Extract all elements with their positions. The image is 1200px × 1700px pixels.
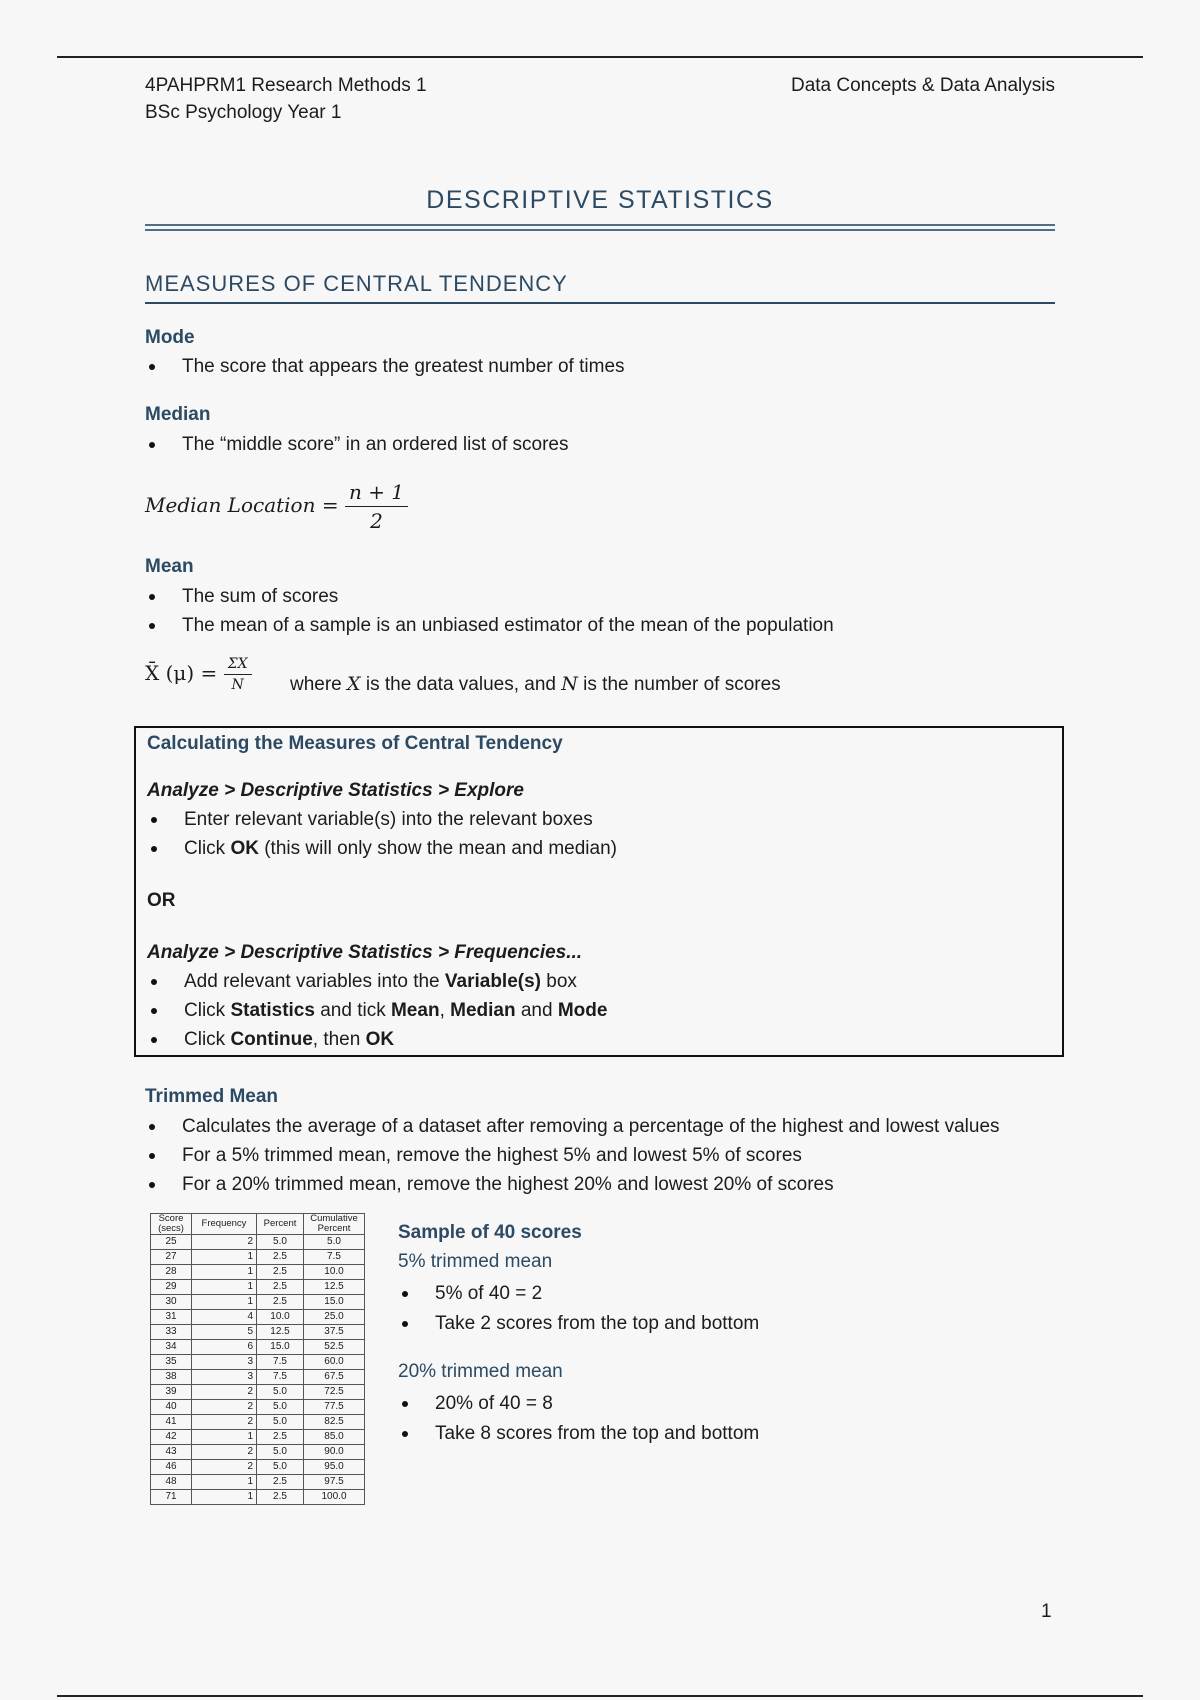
table-row xyxy=(151,1355,365,1370)
table-row xyxy=(151,1325,365,1340)
table-row xyxy=(151,1265,365,1280)
table-cell: 2.5 xyxy=(257,1265,304,1280)
table-cell: 2 xyxy=(192,1415,257,1430)
table-cell: 1 xyxy=(192,1250,257,1265)
table-cell: 3 xyxy=(192,1370,257,1385)
table-cell: 37.5 xyxy=(304,1325,365,1340)
table-row xyxy=(151,1370,365,1385)
var-x: X xyxy=(347,673,361,695)
list-item: 5% of 40 = 2 xyxy=(398,1279,759,1309)
calc-heading: Calculating the Measures of Central Tendency xyxy=(147,733,563,754)
list-item: For a 5% trimmed mean, remove the highest 5% and lowest 5% of scores xyxy=(145,1141,1065,1170)
mean-heading: Mean xyxy=(145,556,194,577)
list-item xyxy=(147,834,617,863)
table-cell: 2.5 xyxy=(257,1295,304,1310)
table-cell: 95.0 xyxy=(304,1460,365,1475)
fraction-numerator: ΣX xyxy=(224,656,252,675)
table-cell: 40 xyxy=(151,1400,192,1415)
step-text: (this will only show the mean and median) xyxy=(264,838,617,859)
ok-label: OK xyxy=(230,838,259,859)
table-cell: 52.5 xyxy=(304,1340,365,1355)
variables-label: Variable(s) xyxy=(444,971,541,992)
list-item xyxy=(147,1025,607,1054)
table-cell: 29 xyxy=(151,1280,192,1295)
table-cell: 12.5 xyxy=(257,1325,304,1340)
table-cell: 15.0 xyxy=(304,1295,365,1310)
page-number: 1 xyxy=(1041,1601,1052,1622)
twenty-percent-heading: 20% trimmed mean xyxy=(398,1361,563,1382)
table-cell: 85.0 xyxy=(304,1430,365,1445)
median-label: Median xyxy=(450,1000,516,1021)
five-percent-heading: 5% trimmed mean xyxy=(398,1251,553,1272)
trimmed-mean-list xyxy=(145,1112,1065,1199)
median-heading: Median xyxy=(145,404,211,425)
table-cell: 60.0 xyxy=(304,1355,365,1370)
list-item: 20% of 40 = 8 xyxy=(398,1389,759,1419)
table-cell: 5.0 xyxy=(304,1235,365,1250)
table-row xyxy=(151,1340,365,1355)
table-cell: 2.5 xyxy=(257,1430,304,1445)
table-row xyxy=(151,1280,365,1295)
step-text: and xyxy=(520,1000,553,1021)
explore-steps xyxy=(147,805,617,863)
table-cell: 7.5 xyxy=(257,1355,304,1370)
table-row xyxy=(151,1235,365,1250)
step-text: Click xyxy=(184,838,226,859)
mean-formula xyxy=(145,656,252,693)
fraction-numerator: n + 1 xyxy=(345,480,408,507)
mean-formula-note xyxy=(290,673,781,696)
table-cell: 7.5 xyxy=(257,1370,304,1385)
table-row xyxy=(151,1460,365,1475)
median-fraction xyxy=(345,480,408,533)
table-cell: 43 xyxy=(151,1445,192,1460)
list-item: Calculates the average of a dataset after removing a percentage of the highest and lowest values xyxy=(145,1112,1065,1141)
table-header-row xyxy=(151,1214,365,1235)
list-item: Click Statistics and tick Mean, Median and Mode xyxy=(147,996,607,1025)
table-cell: 2 xyxy=(192,1460,257,1475)
column-header: Score (secs) xyxy=(151,1214,192,1235)
fraction-denominator: N xyxy=(231,677,244,693)
title-rule xyxy=(145,224,1055,226)
list-item: The mean of a sample is an unbiased estimator of the mean of the population xyxy=(145,611,834,640)
list-item: Take 8 scores from the top and bottom xyxy=(398,1419,759,1449)
header-left xyxy=(145,72,427,126)
median-formula xyxy=(145,480,408,533)
table-cell: 1 xyxy=(192,1475,257,1490)
step-text: Add relevant variables into the xyxy=(184,971,440,992)
table-cell: 3 xyxy=(192,1355,257,1370)
table-cell: 12.5 xyxy=(304,1280,365,1295)
table-cell: 25 xyxy=(151,1235,192,1250)
note-where: where xyxy=(290,674,342,695)
median-list xyxy=(145,430,569,459)
table-cell: 33 xyxy=(151,1325,192,1340)
title-rule-double xyxy=(145,229,1055,231)
step-text: and tick xyxy=(320,1000,386,1021)
fraction-denominator: 2 xyxy=(370,509,383,533)
header-topic: Data Concepts & Data Analysis xyxy=(790,75,1055,96)
table-cell: 27 xyxy=(151,1250,192,1265)
table-row xyxy=(151,1445,365,1460)
mean-fraction xyxy=(224,656,252,693)
explore-menu-path: Analyze > Descriptive Statistics > Explore xyxy=(147,780,525,801)
table-cell: 1 xyxy=(192,1430,257,1445)
table-cell: 5.0 xyxy=(257,1445,304,1460)
column-header: Frequency xyxy=(192,1214,257,1235)
table-row xyxy=(151,1490,365,1505)
table-cell: 77.5 xyxy=(304,1400,365,1415)
table-cell: 5.0 xyxy=(257,1415,304,1430)
step-text: Click xyxy=(184,1000,226,1021)
step-text: , then xyxy=(312,1029,361,1050)
table-cell: 2.5 xyxy=(257,1280,304,1295)
table-cell: 1 xyxy=(192,1490,257,1505)
table-cell: 25.0 xyxy=(304,1310,365,1325)
step-text: Click xyxy=(184,1029,226,1050)
frequencies-menu-path: Analyze > Descriptive Statistics > Frequencies... xyxy=(147,942,583,963)
table-cell: 90.0 xyxy=(304,1445,365,1460)
table-cell: 2 xyxy=(192,1400,257,1415)
course-code: 4PAHPRM1 Research Methods 1 xyxy=(145,75,427,96)
table-cell: 34 xyxy=(151,1340,192,1355)
statistics-label: Statistics xyxy=(230,1000,315,1021)
table-cell: 5.0 xyxy=(257,1400,304,1415)
table-cell: 1 xyxy=(192,1265,257,1280)
table-cell: 5.0 xyxy=(257,1235,304,1250)
table-cell: 2.5 xyxy=(257,1475,304,1490)
table-cell: 7.5 xyxy=(304,1250,365,1265)
table-cell: 31 xyxy=(151,1310,192,1325)
continue-label: Continue xyxy=(230,1029,313,1050)
table-row xyxy=(151,1250,365,1265)
table-cell: 72.5 xyxy=(304,1385,365,1400)
table-cell: 2.5 xyxy=(257,1250,304,1265)
table-cell: 39 xyxy=(151,1385,192,1400)
table-row xyxy=(151,1385,365,1400)
page-title: DESCRIPTIVE STATISTICS xyxy=(426,186,774,214)
table-cell: 48 xyxy=(151,1475,192,1490)
table-cell: 5 xyxy=(192,1325,257,1340)
frequencies-steps xyxy=(147,967,607,1054)
table-cell: 41 xyxy=(151,1415,192,1430)
table-cell: 5.0 xyxy=(257,1385,304,1400)
section-rule xyxy=(145,302,1055,304)
table-cell: 1 xyxy=(192,1280,257,1295)
mode-label: Mode xyxy=(557,1000,608,1021)
twenty-percent-list xyxy=(398,1389,759,1449)
table-cell: 2 xyxy=(192,1235,257,1250)
top-rule xyxy=(57,56,1143,58)
var-n: N xyxy=(561,673,578,695)
table-cell: 2.5 xyxy=(257,1490,304,1505)
table-row xyxy=(151,1475,365,1490)
note-number-scores: is the number of scores xyxy=(583,674,781,695)
section-heading: MEASURES OF CENTRAL TENDENCY xyxy=(145,271,568,296)
table-cell: 4 xyxy=(192,1310,257,1325)
table-cell: 42 xyxy=(151,1430,192,1445)
programme: BSc Psychology Year 1 xyxy=(145,102,342,123)
frequency-table xyxy=(150,1213,365,1505)
or-label: OR xyxy=(147,890,176,911)
list-item: The score that appears the greatest number of times xyxy=(145,352,625,381)
table-cell: 30 xyxy=(151,1295,192,1310)
five-percent-list xyxy=(398,1279,759,1339)
list-item: The sum of scores xyxy=(145,582,834,611)
table-cell: 38 xyxy=(151,1370,192,1385)
sample-heading: Sample of 40 scores xyxy=(398,1222,582,1243)
table-row xyxy=(151,1415,365,1430)
table-cell: 71 xyxy=(151,1490,192,1505)
table-cell: 28 xyxy=(151,1265,192,1280)
table-cell: 15.0 xyxy=(257,1340,304,1355)
list-item: Enter relevant variable(s) into the relevant boxes xyxy=(147,805,617,834)
table-row xyxy=(151,1430,365,1445)
mean-list xyxy=(145,582,834,640)
table-row xyxy=(151,1295,365,1310)
table-cell: 10.0 xyxy=(257,1310,304,1325)
trimmed-mean-heading: Trimmed Mean xyxy=(145,1086,279,1107)
calculation-box xyxy=(134,726,1064,1057)
table-cell: 35 xyxy=(151,1355,192,1370)
table-cell: 5.0 xyxy=(257,1460,304,1475)
table-cell: 1 xyxy=(192,1295,257,1310)
mean-formula-lhs: X̄ (μ) = xyxy=(145,661,218,685)
list-item: The “middle score” in an ordered list of scores xyxy=(145,430,569,459)
median-formula-label: Median Location = xyxy=(145,493,339,517)
table-row xyxy=(151,1310,365,1325)
note-data-values: is the data values, and xyxy=(365,674,556,695)
table-cell: 97.5 xyxy=(304,1475,365,1490)
table-cell: 82.5 xyxy=(304,1415,365,1430)
table-cell: 67.5 xyxy=(304,1370,365,1385)
table-cell: 2 xyxy=(192,1445,257,1460)
table-cell: 46 xyxy=(151,1460,192,1475)
bottom-rule xyxy=(57,1695,1143,1697)
table-cell: 6 xyxy=(192,1340,257,1355)
column-header: Percent xyxy=(257,1214,304,1235)
list-item: For a 20% trimmed mean, remove the highest 20% and lowest 20% of scores xyxy=(145,1170,1065,1199)
mode-list xyxy=(145,352,625,381)
table-cell: 100.0 xyxy=(304,1490,365,1505)
column-header: Cumulative Percent xyxy=(304,1214,365,1235)
table-body xyxy=(151,1235,365,1505)
table-cell: 2 xyxy=(192,1385,257,1400)
table-row xyxy=(151,1400,365,1415)
list-item xyxy=(147,967,607,996)
ok-label: OK xyxy=(365,1029,395,1050)
mode-heading: Mode xyxy=(145,327,195,348)
step-text: box xyxy=(546,971,577,992)
mean-label: Mean xyxy=(390,1000,440,1021)
table-cell: 10.0 xyxy=(304,1265,365,1280)
list-item: Take 2 scores from the top and bottom xyxy=(398,1309,759,1339)
